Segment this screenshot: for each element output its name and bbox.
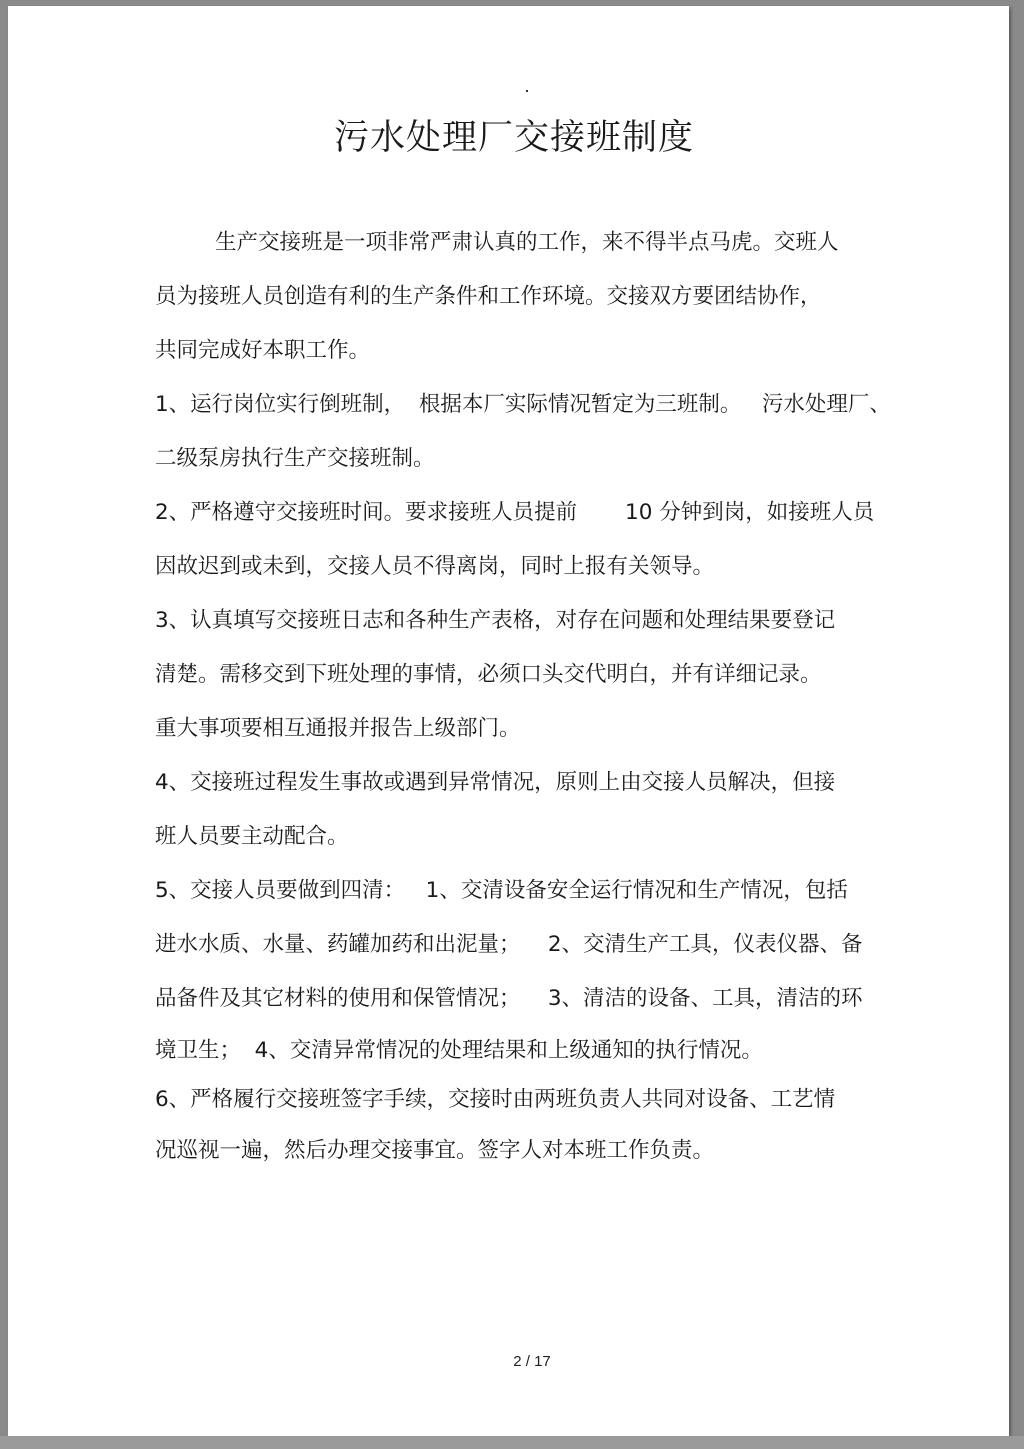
page-number: 2 / 17 [513, 1353, 551, 1370]
paragraph-line: 3、认真填写交接班日志和各种生产表格，对存在问题和处理结果要登记 [155, 608, 836, 633]
paragraph-line: 清楚。需移交到下班处理的事情，必须口头交代明白，并有详细记录。 [155, 662, 822, 687]
paragraph-line: 4、交接班过程发生事故或遇到异常情况，原则上由交接人员解决，但接 [155, 770, 836, 795]
paragraph-line: 6、严格履行交接班签字手续，交接时由两班负责人共同对设备、工艺情 [155, 1087, 836, 1112]
paragraph-line: 重大事项要相互通报并报告上级部门。 [155, 716, 521, 741]
paragraph-line: 2、严格遵守交接班时间。要求接班人员提前 10 分钟到岗，如接班人员 [155, 500, 875, 525]
stray-mark [526, 90, 528, 92]
paragraph-line: 5、交接人员要做到四清： 1、交清设备安全运行情况和生产情况，包括 [155, 878, 848, 903]
paragraph-line: 二级泵房执行生产交接班制。 [155, 446, 435, 471]
viewer-bottom-edge [0, 1436, 1024, 1449]
paragraph-line: 况巡视一遍，然后办理交接事宜。签字人对本班工作负责。 [155, 1138, 715, 1163]
paragraph-line: 进水水质、水量、药罐加药和出泥量； 2、交清生产工具，仪表仪器、备 [155, 932, 863, 957]
document-body [155, 216, 915, 1178]
paragraph-line: 境卫生； 4、交清异常情况的处理结果和上级通知的执行情况。 [155, 1038, 763, 1063]
paragraph-line: 1、运行岗位实行倒班制， 根据本厂实际情况暂定为三班制。 污水处理厂、 [155, 392, 891, 417]
paragraph-line: 生产交接班是一项非常严肃认真的工作，来不得半点马虎。交班人 [215, 230, 839, 255]
document-page [8, 6, 1009, 1436]
paragraph-line: 品备件及其它材料的使用和保管情况； 3、清洁的设备、工具，清洁的环 [155, 986, 863, 1011]
document-title: 污水处理厂交接班制度 [333, 118, 694, 158]
paragraph-line: 员为接班人员创造有利的生产条件和工作环境。交接双方要团结协作， [155, 284, 822, 309]
paragraph-line: 班人员要主动配合。 [155, 824, 349, 849]
paragraph-line: 因故迟到或未到，交接人员不得离岗，同时上报有关领导。 [155, 554, 715, 579]
paragraph-line: 共同完成好本职工作。 [155, 338, 371, 363]
